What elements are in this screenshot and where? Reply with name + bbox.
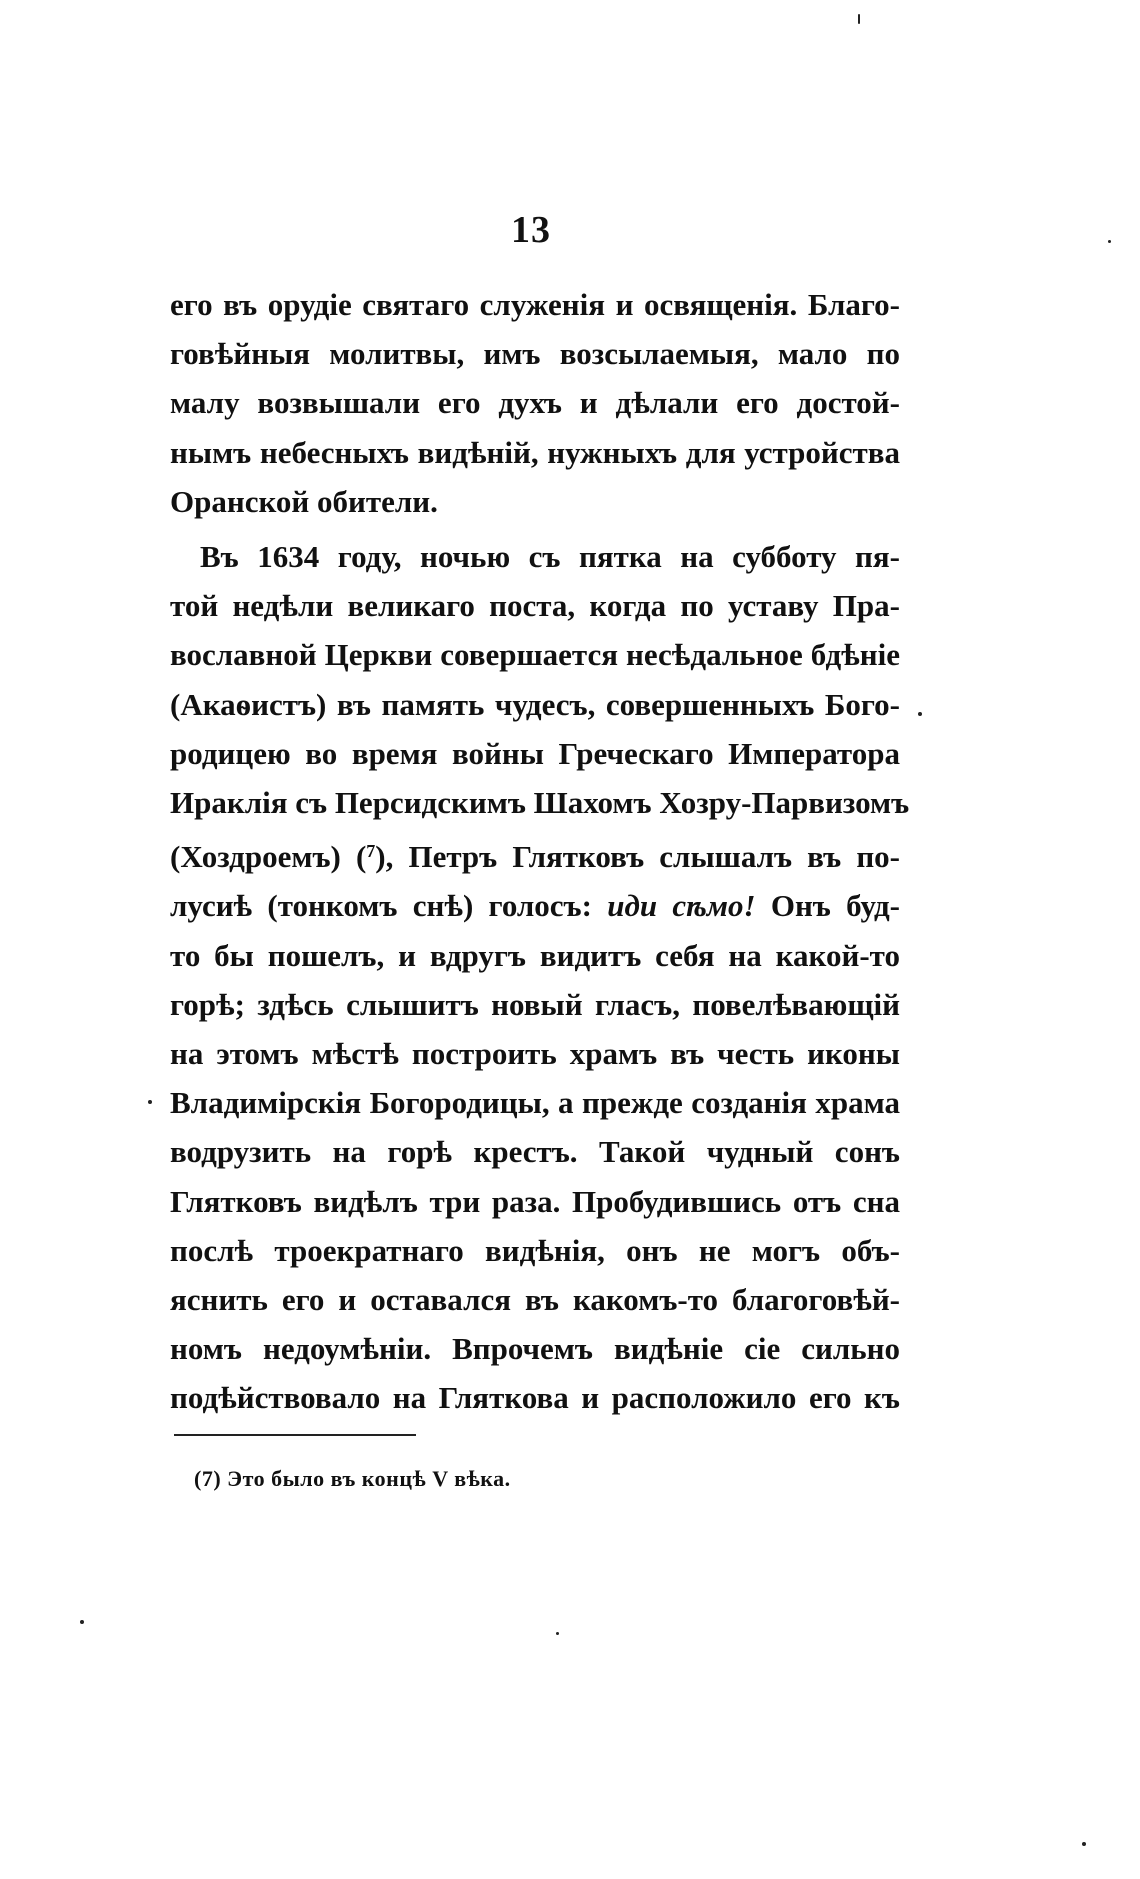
text-line: вославной Церкви совершается несѣдальное бдѣніе [170,637,900,673]
text-line: родицею во время войны Греческаго Императора [170,735,900,771]
text-line: то бы пошелъ, и вдругъ видитъ себя на какой-то [170,937,900,973]
text-line: номъ недоумѣніи. Впрочемъ видѣніе сіе сильно [170,1331,900,1367]
text-line: Глятковъ видѣлъ три раза. Пробудившись отъ сна [170,1183,900,1219]
text-line: горѣ; здѣсь слышитъ новый гласъ, повелѣвающій [170,986,900,1022]
text-line: Оранской обители. [170,483,438,519]
text-line: яснить его и оставался въ какомъ-то благоговѣй- [170,1282,900,1318]
body-text [170,280,910,1423]
scan-speck [148,1100,152,1104]
text-line: нымъ небесныхъ видѣній, нужныхъ для устройства [170,434,900,470]
text-line-with-italic [170,881,900,930]
text-line: послѣ троекратнаго видѣнія, онъ не могъ объ- [170,1232,900,1268]
scan-speck [556,1632,559,1635]
text-line: той недѣли великаго поста, когда по уставу Пра- [170,588,900,624]
text-line: Въ 1634 году, ночью съ пятка на субботу пя- [200,539,900,575]
text-line: Владимірскія Богородицы, а прежде созданія храма [170,1085,900,1121]
scan-speck [1082,1842,1086,1846]
scan-speck [858,14,860,24]
scan-speck [80,1620,84,1624]
text-line: говѣйныя молитвы, имъ возсылаемыя, мало по [170,336,900,372]
text-fragment: (Хоздроемъ) ( [170,839,367,875]
footnote-divider [174,1434,416,1436]
text-line-with-footnote-ref [170,827,900,881]
scan-speck [918,712,922,716]
text-line: водрузить на горѣ крестъ. Такой чудный сонъ [170,1134,900,1170]
text-line: (Акаѳистъ) въ память чудесъ, совершенныхъ Бого- [170,686,900,722]
text-fragment: ), Петръ Глятковъ слышалъ въ по- [375,839,900,875]
text-fragment: лусиѣ (тонкомъ снѣ) голосъ: [170,888,608,924]
text-line: малу возвышали его духъ и дѣлали его достой- [170,385,900,421]
footnote-reference: 7 [366,841,376,862]
scan-speck [1108,240,1111,243]
text-fragment: Онъ буд- [755,888,900,924]
text-line: подѣйствовало на Глятковa и расположило его къ [170,1380,900,1416]
text-line: Ираклія съ Персидскимъ Шахомъ Хозру-Парвизомъ [170,785,910,821]
footnote: (7) Это было въ концѣ V вѣка. [194,1466,511,1491]
page-number: 13 [511,209,551,251]
text-line: его въ орудіе святаго служенія и освященія. Благо- [170,287,900,322]
text-line: на этомъ мѣстѣ построить храмъ въ честь иконы [170,1036,900,1072]
italic-quote: иди сѣмо! [607,888,756,924]
